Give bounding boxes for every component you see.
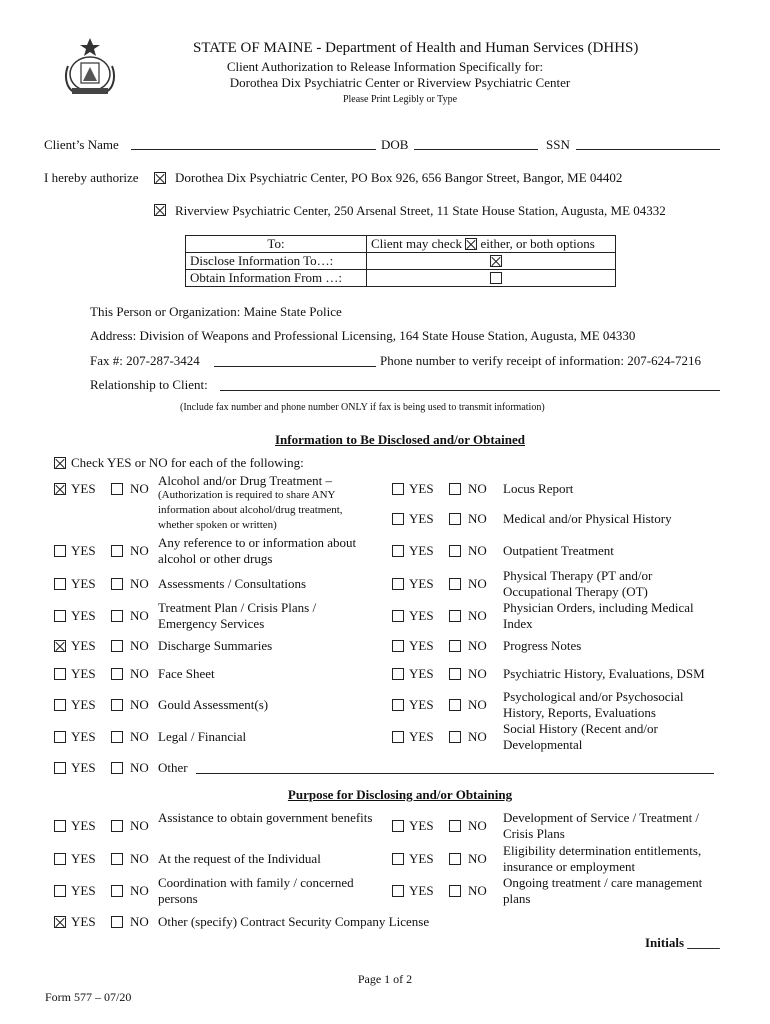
info-left-7-no-checkbox[interactable]	[111, 731, 123, 743]
info-left-0-yes-label: YES	[71, 481, 96, 496]
info-left-1-yes-checkbox[interactable]	[54, 545, 66, 557]
info-right-2-no-label: NO	[468, 543, 487, 558]
info-right-8-label: Social History (Recent and/or Developmental	[503, 721, 658, 752]
info-left-0-no-label: NO	[130, 481, 149, 496]
info-right-8-yes-label: YES	[409, 729, 434, 744]
direction-table	[185, 235, 616, 287]
info-left-0-label: Alcohol and/or Drug Treatment –	[158, 473, 333, 488]
info-left-2-label: Assessments / Consultations	[158, 576, 307, 591]
purpose-right-2-yes-label: YES	[409, 883, 434, 898]
info-right-3-yes-checkbox[interactable]	[392, 578, 404, 590]
info-left-5-no-checkbox[interactable]	[111, 668, 123, 680]
purpose-left-0-no-label: NO	[130, 818, 149, 833]
fax-note: (Include fax number and phone number ONLY if fax is being used to transmit information)	[180, 402, 545, 413]
recipient-org: This Person or Organization: Maine State Police	[90, 304, 342, 319]
info-right-1-no-checkbox[interactable]	[449, 513, 461, 525]
info-left-8-no-checkbox[interactable]	[111, 762, 123, 774]
purpose-left-1-no-label: NO	[130, 851, 149, 866]
info-right-1-no-label: NO	[468, 511, 487, 526]
info-left-0-no-checkbox[interactable]	[111, 483, 123, 495]
info-right-4-label: Physician Orders, including Medical Index	[503, 600, 694, 631]
info-left-6-yes-checkbox[interactable]	[54, 699, 66, 711]
ssn-field[interactable]	[576, 149, 720, 150]
info-right-4-no-label: NO	[468, 608, 487, 623]
info-right-5-yes-label: YES	[409, 638, 434, 653]
purpose-right-0-label: Development of Service / Treatment / Crisis Plans	[503, 810, 700, 841]
info-left-7-yes-label: YES	[71, 729, 96, 744]
info-right-2-yes-label: YES	[409, 543, 434, 558]
purpose-left-3-label: Other (specify) Contract Security Company License	[158, 914, 430, 929]
info-left-4-no-checkbox[interactable]	[111, 640, 123, 652]
dorothea-dix-checkbox[interactable]	[154, 172, 166, 184]
info-right-0-no-label: NO	[468, 481, 487, 496]
info-left-3-yes-label: YES	[71, 608, 96, 623]
purpose-right-0-yes-checkbox[interactable]	[392, 820, 404, 832]
ssn-label: SSN	[546, 137, 570, 152]
info-right-0-label: Locus Report	[503, 481, 574, 496]
purpose-left-1-yes-label: YES	[71, 851, 96, 866]
info-right-1-yes-checkbox[interactable]	[392, 513, 404, 525]
info-right-3-yes-label: YES	[409, 576, 434, 591]
info-left-8-label: Other	[158, 760, 188, 775]
info-heading: Information to Be Disclosed and/or Obtained	[274, 432, 526, 447]
form-title	[193, 40, 638, 57]
info-right-8-no-label: NO	[468, 729, 487, 744]
info-right-6-label: Psychiatric History, Evaluations, DSM	[503, 666, 705, 681]
recipient-phone: Phone number to verify receipt of information: 207-624-7216	[380, 353, 701, 368]
info-left-8-yes-checkbox[interactable]	[54, 762, 66, 774]
info-right-5-label: Progress Notes	[503, 638, 582, 653]
info-right-1-label: Medical and/or Physical History	[503, 511, 672, 526]
info-left-8-yes-label: YES	[71, 760, 96, 775]
purpose-left-1-label: At the request of the Individual	[158, 851, 321, 866]
info-right-3-label: Physical Therapy (PT and/or Occupational Therapy (OT)	[503, 568, 653, 599]
dob-label: DOB	[381, 137, 409, 152]
client-name-field[interactable]	[131, 149, 376, 150]
info-right-7-no-label: NO	[468, 697, 487, 712]
info-right-4-yes-checkbox[interactable]	[392, 610, 404, 622]
client-may-check-text: Client may check	[371, 236, 462, 251]
either-both-text: either, or both options	[480, 236, 595, 251]
purpose-left-2-label: Coordination with family / concerned persons	[158, 875, 354, 906]
info-left-6-label: Gould Assessment(s)	[158, 697, 269, 712]
alcohol-note: (Authorization is required to share ANY information about alcohol/drug treatment, whether spoken or written)	[158, 489, 343, 531]
info-left-1-no-label: NO	[130, 543, 149, 558]
info-right-6-yes-checkbox[interactable]	[392, 668, 404, 680]
info-left-1-yes-label: YES	[71, 543, 96, 558]
purpose-right-0-no-checkbox[interactable]	[449, 820, 461, 832]
purpose-right-2-yes-checkbox[interactable]	[392, 885, 404, 897]
info-right-8-yes-checkbox[interactable]	[392, 731, 404, 743]
initials-field[interactable]: Initials _____	[645, 935, 720, 950]
client-name-label: Client’s Name	[44, 137, 119, 152]
info-left-6-yes-label: YES	[71, 697, 96, 712]
info-left-6-no-checkbox[interactable]	[111, 699, 123, 711]
info-right-8-no-checkbox[interactable]	[449, 731, 461, 743]
info-left-2-no-checkbox[interactable]	[111, 578, 123, 590]
purpose-right-2-label: Ongoing treatment / care management plans	[503, 875, 703, 906]
info-left-3-no-label: NO	[130, 608, 149, 623]
purpose-left-0-no-checkbox[interactable]	[111, 820, 123, 832]
info-right-4-no-checkbox[interactable]	[449, 610, 461, 622]
page-number: Page 1 of 2	[357, 972, 413, 986]
info-left-3-yes-checkbox[interactable]	[54, 610, 66, 622]
info-right-7-yes-label: YES	[409, 697, 434, 712]
purpose-left-1-yes-checkbox[interactable]	[54, 853, 66, 865]
purpose-right-1-yes-label: YES	[409, 851, 434, 866]
info-left-4-label: Discharge Summaries	[158, 638, 273, 653]
info-left-8-no-label: NO	[130, 760, 149, 775]
purpose-left-2-yes-checkbox[interactable]	[54, 885, 66, 897]
purpose-left-0-yes-label: YES	[71, 818, 96, 833]
info-left-4-yes-checkbox[interactable]	[54, 640, 66, 652]
info-right-2-label: Outpatient Treatment	[503, 543, 614, 558]
info-left-5-yes-checkbox[interactable]	[54, 668, 66, 680]
info-right-0-no-checkbox[interactable]	[449, 483, 461, 495]
info-left-6-no-label: NO	[130, 697, 149, 712]
purpose-right-2-no-label: NO	[468, 883, 487, 898]
check-all-checkbox	[54, 457, 66, 469]
purpose-left-2-yes-label: YES	[71, 883, 96, 898]
info-right-6-yes-label: YES	[409, 666, 434, 681]
info-left-0-yes-checkbox[interactable]	[54, 483, 66, 495]
fax-blank[interactable]	[214, 366, 376, 367]
relationship-field[interactable]	[220, 390, 720, 391]
info-right-7-label: Psychological and/or Psychosocial History, Reports, Evaluations	[503, 689, 684, 720]
purpose-left-3-no-checkbox[interactable]	[111, 916, 123, 928]
purpose-left-3-yes-label: YES	[71, 914, 96, 929]
info-right-6-no-checkbox[interactable]	[449, 668, 461, 680]
info-right-4-yes-label: YES	[409, 608, 434, 623]
info-right-5-yes-checkbox[interactable]	[392, 640, 404, 652]
purpose-right-0-no-label: NO	[468, 818, 487, 833]
info-right-3-no-label: NO	[468, 576, 487, 591]
purpose-left-2-no-label: NO	[130, 883, 149, 898]
purpose-right-1-yes-checkbox[interactable]	[392, 853, 404, 865]
purpose-right-1-no-checkbox[interactable]	[449, 853, 461, 865]
info-left-5-no-label: NO	[130, 666, 149, 681]
info-right-0-yes-label: YES	[409, 481, 434, 496]
info-left-5-label: Face Sheet	[158, 666, 215, 681]
obtain-from-checkbox[interactable]	[490, 272, 502, 284]
info-left-3-no-checkbox[interactable]	[111, 610, 123, 622]
dob-field[interactable]	[414, 149, 538, 150]
info-left-1-label: Any reference to or information about alcohol or other drugs	[158, 535, 357, 566]
info-right-3-no-checkbox[interactable]	[449, 578, 461, 590]
obtain-from-row: Obtain Information From …:	[186, 270, 367, 287]
form-subtitle: Client Authorization to Release Information Specifically for:	[226, 59, 544, 74]
header-checkbox	[465, 238, 477, 250]
other-specify-field[interactable]	[196, 773, 714, 774]
info-left-7-label: Legal / Financial	[158, 729, 247, 744]
info-left-5-yes-label: YES	[71, 666, 96, 681]
info-left-1-no-checkbox[interactable]	[111, 545, 123, 557]
info-right-1-yes-label: YES	[409, 511, 434, 526]
state-title: STATE OF MAINE	[193, 40, 313, 56]
dorothea-dix-option: Dorothea Dix Psychiatric Center, PO Box 926, 656 Bangor Street, Bangor, ME 04402	[175, 170, 623, 185]
info-left-2-yes-checkbox[interactable]	[54, 578, 66, 590]
recipient-address: Address: Division of Weapons and Professional Licensing, 164 State House Station, Augusta, ME 04330	[90, 328, 636, 343]
info-right-5-no-checkbox[interactable]	[449, 640, 461, 652]
info-left-3-label: Treatment Plan / Crisis Plans / Emergency Services	[158, 600, 317, 631]
to-header: To:	[186, 236, 367, 253]
client-may-check-header	[367, 236, 616, 253]
info-right-2-no-checkbox[interactable]	[449, 545, 461, 557]
purpose-left-2-no-checkbox[interactable]	[111, 885, 123, 897]
info-left-7-no-label: NO	[130, 729, 149, 744]
info-right-7-no-checkbox[interactable]	[449, 699, 461, 711]
purpose-left-1-no-checkbox[interactable]	[111, 853, 123, 865]
purpose-right-1-no-label: NO	[468, 851, 487, 866]
purpose-right-2-no-checkbox[interactable]	[449, 885, 461, 897]
riverview-option: Riverview Psychiatric Center, 250 Arsenal Street, 11 State House Station, Augusta, ME 04332	[175, 203, 666, 218]
dept-title: - Department of Health and Human Services (DHHS)	[316, 40, 639, 56]
info-left-4-no-label: NO	[130, 638, 149, 653]
check-instruction: Check YES or NO for each of the following:	[71, 455, 304, 470]
authorize-label: I hereby authorize	[44, 170, 139, 185]
print-instruction: Please Print Legibly or Type	[342, 94, 458, 105]
form-subtitle-2: Dorothea Dix Psychiatric Center or Riverview Psychiatric Center	[229, 75, 571, 90]
info-left-4-yes-label: YES	[71, 638, 96, 653]
info-right-2-yes-checkbox[interactable]	[392, 545, 404, 557]
purpose-right-0-yes-label: YES	[409, 818, 434, 833]
disclose-to-checkbox[interactable]	[490, 255, 502, 267]
purpose-right-1-label: Eligibility determination entitlements, insurance or employment	[503, 843, 702, 874]
purpose-heading: Purpose for Disclosing and/or Obtaining	[287, 787, 513, 802]
info-left-2-yes-label: YES	[71, 576, 96, 591]
info-left-2-no-label: NO	[130, 576, 149, 591]
riverview-checkbox[interactable]	[154, 204, 166, 216]
info-right-6-no-label: NO	[468, 666, 487, 681]
info-left-7-yes-checkbox[interactable]	[54, 731, 66, 743]
purpose-left-3-no-label: NO	[130, 914, 149, 929]
disclose-to-row: Disclose Information To…:	[186, 253, 367, 270]
info-right-7-yes-checkbox[interactable]	[392, 699, 404, 711]
recipient-fax: Fax #: 207-287-3424	[90, 353, 200, 368]
relationship-label: Relationship to Client:	[90, 377, 208, 392]
form-number: Form 577 – 07/20	[45, 990, 132, 1004]
purpose-left-0-label: Assistance to obtain government benefits	[158, 810, 373, 825]
info-right-5-no-label: NO	[468, 638, 487, 653]
purpose-left-3-yes-checkbox[interactable]	[54, 916, 66, 928]
info-right-0-yes-checkbox[interactable]	[392, 483, 404, 495]
purpose-left-0-yes-checkbox[interactable]	[54, 820, 66, 832]
